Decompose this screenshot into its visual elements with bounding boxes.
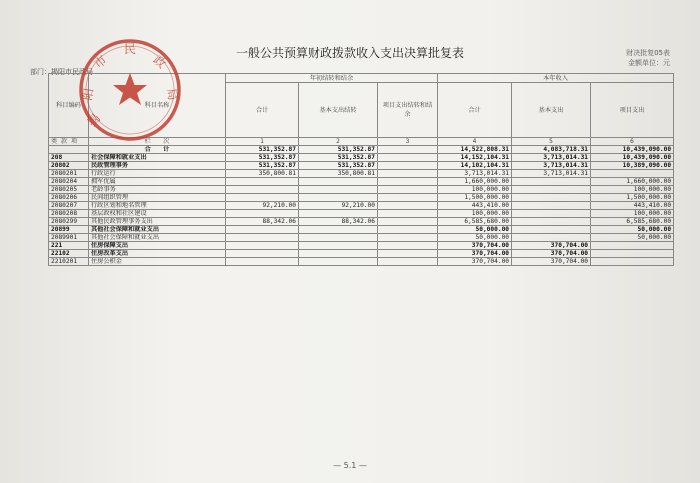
col-number-2: 2 — [299, 138, 378, 146]
row-name: 行政运行 — [89, 170, 226, 178]
cell-carryover-total — [226, 250, 299, 258]
header-col-income-total: 合计 — [438, 83, 512, 138]
form-code: 财决批复05表 — [626, 49, 670, 57]
table-row — [49, 186, 674, 194]
cell-project: 50,000.00 — [591, 226, 674, 234]
header-group-income: 本年收入 — [438, 74, 674, 83]
row-name: 老龄事务 — [89, 186, 226, 194]
column-number-label: 栏 次 — [89, 138, 226, 146]
row-name: 住房改革支出 — [89, 250, 226, 258]
cell-basic-carryover — [299, 210, 378, 218]
cell-basic-carryover: 88,342.06 — [299, 218, 378, 226]
cell-basic-carryover — [299, 194, 378, 202]
cell-project — [591, 242, 674, 250]
cell-basic — [512, 218, 591, 226]
row-name: 合 计 — [89, 146, 226, 154]
cell-carryover-total — [226, 234, 299, 242]
cell-basic — [512, 178, 591, 186]
cell-project-carryover — [378, 250, 438, 258]
row-code: 20802 — [49, 162, 89, 170]
table-row — [49, 146, 674, 154]
cell-project: 1,500,000.00 — [591, 194, 674, 202]
row-code: 2080201 — [49, 170, 89, 178]
cell-basic — [512, 234, 591, 242]
row-code: 2080206 — [49, 194, 89, 202]
cell-project-carryover — [378, 170, 438, 178]
cell-carryover-total: 88,342.06 — [226, 218, 299, 226]
cell-carryover-total — [226, 242, 299, 250]
col-number-1: 1 — [226, 138, 299, 146]
col-number-4: 4 — [438, 138, 512, 146]
header-col-basic: 基本支出 — [512, 83, 591, 138]
table-row — [49, 250, 674, 258]
row-code: 22102 — [49, 250, 89, 258]
cell-income-total: 443,410.00 — [438, 202, 512, 210]
cell-carryover-total — [226, 194, 299, 202]
cell-basic: 370,704.00 — [512, 258, 591, 266]
cell-project-carryover — [378, 162, 438, 170]
table-row — [49, 242, 674, 250]
department-label: 部门：揭阳市民政局 — [30, 68, 93, 76]
cell-income-total: 370,704.00 — [438, 242, 512, 250]
col-number-5: 5 — [512, 138, 591, 146]
row-code: 2080207 — [49, 202, 89, 210]
cell-carryover-total: 531,352.87 — [226, 146, 299, 154]
row-name: 其他社会保障和就业支出 — [89, 234, 226, 242]
table-row — [49, 194, 674, 202]
cell-project — [591, 258, 674, 266]
cell-project-carryover — [378, 146, 438, 154]
table-row — [49, 202, 674, 210]
cell-project: 1,660,000.00 — [591, 178, 674, 186]
table-row — [49, 162, 674, 170]
table-row — [49, 170, 674, 178]
cell-basic — [512, 202, 591, 210]
cell-income-total: 370,704.00 — [438, 258, 512, 266]
table-row — [49, 154, 674, 162]
svg-text:局: 局 — [164, 87, 180, 102]
svg-text:市: 市 — [91, 52, 110, 72]
row-code: 2080204 — [49, 178, 89, 186]
label-xiang: 项 — [70, 138, 78, 145]
cell-project: 6,585,680.00 — [591, 218, 674, 226]
row-name: 住房保障支出 — [89, 242, 226, 250]
cell-basic-carryover — [299, 250, 378, 258]
row-code: 2080299 — [49, 218, 89, 226]
svg-text:揭: 揭 — [84, 111, 104, 130]
row-code: 2080208 — [49, 210, 89, 218]
cell-basic: 3,713,014.31 — [512, 154, 591, 162]
cell-income-total: 3,713,014.31 — [438, 170, 512, 178]
col-number-3: 3 — [378, 138, 438, 146]
official-seal — [75, 35, 185, 145]
cell-basic — [512, 226, 591, 234]
cell-project: 443,410.00 — [591, 202, 674, 210]
row-name: 拥军优属 — [89, 178, 226, 186]
cell-carryover-total — [226, 210, 299, 218]
cell-basic-carryover — [299, 242, 378, 250]
unit-label: 金额单位：元 — [628, 59, 670, 67]
cell-carryover-total: 350,800.81 — [226, 170, 299, 178]
cell-project-carryover — [378, 154, 438, 162]
cell-project-carryover — [378, 242, 438, 250]
cell-income-total: 14,152,104.31 — [438, 154, 512, 162]
cell-project-carryover — [378, 210, 438, 218]
table-row — [49, 258, 674, 266]
header-item-name: 科目名称 — [89, 74, 226, 138]
row-name: 其他民政管理事务支出 — [89, 218, 226, 226]
cell-basic — [512, 210, 591, 218]
cell-basic-carryover: 350,800.81 — [299, 170, 378, 178]
row-name: 行政区划和地名管理 — [89, 202, 226, 210]
cell-income-total: 6,585,680.00 — [438, 218, 512, 226]
table-row — [49, 218, 674, 226]
cell-carryover-total — [226, 186, 299, 194]
cell-basic — [512, 186, 591, 194]
table-body — [49, 146, 674, 266]
cell-project: 10,389,090.00 — [591, 162, 674, 170]
row-code: 2210201 — [49, 258, 89, 266]
header-group-carryover: 年初结转和结余 — [226, 74, 438, 83]
cell-basic — [512, 194, 591, 202]
row-name: 民政管理事务 — [89, 162, 226, 170]
cell-project: 100,000.00 — [591, 186, 674, 194]
cell-basic: 370,704.00 — [512, 242, 591, 250]
cell-project-carryover — [378, 234, 438, 242]
row-name: 民间组织管理 — [89, 194, 226, 202]
header-col-project: 项目支出 — [591, 83, 674, 138]
svg-text:民: 民 — [123, 42, 137, 56]
cell-basic-carryover — [299, 258, 378, 266]
row-code: 208 — [49, 154, 89, 162]
header-col-basic-carryover: 基本支出结转 — [299, 83, 378, 138]
cell-basic: 3,713,014.31 — [512, 170, 591, 178]
table-row — [49, 210, 674, 218]
cell-project — [591, 170, 674, 178]
cell-project: 50,000.00 — [591, 234, 674, 242]
cell-basic-carryover — [299, 178, 378, 186]
cell-carryover-total — [226, 258, 299, 266]
cell-basic: 370,704.00 — [512, 250, 591, 258]
cell-project-carryover — [378, 258, 438, 266]
header-col-total: 合计 — [226, 83, 299, 138]
cell-project-carryover — [378, 194, 438, 202]
row-code: 2089901 — [49, 234, 89, 242]
cell-basic-carryover: 531,352.87 — [299, 154, 378, 162]
cell-basic-carryover: 92,210.00 — [299, 202, 378, 210]
cell-income-total: 50,000.00 — [438, 234, 512, 242]
cell-income-total: 100,000.00 — [438, 210, 512, 218]
svg-text:政: 政 — [150, 52, 169, 72]
cell-project — [591, 250, 674, 258]
row-code: 20899 — [49, 226, 89, 234]
cell-carryover-total: 531,352.87 — [226, 154, 299, 162]
document-title: 一般公共预算财政拨款收入支出决算批复表 — [235, 46, 464, 60]
cell-basic: 4,083,718.31 — [512, 146, 591, 154]
row-code — [49, 146, 89, 154]
cell-carryover-total: 92,210.00 — [226, 202, 299, 210]
col-number-6: 6 — [591, 138, 674, 146]
page-number: — 5.1 — — [333, 461, 367, 470]
cell-basic-carryover — [299, 234, 378, 242]
cell-carryover-total: 531,352.87 — [226, 162, 299, 170]
cell-income-total: 50,000.00 — [438, 226, 512, 234]
row-name: 其他社会保障和就业支出 — [89, 226, 226, 234]
header-item-code: 科目编码 — [49, 74, 89, 138]
cell-income-total: 1,500,000.00 — [438, 194, 512, 202]
cell-project-carryover — [378, 226, 438, 234]
row-code: 2080205 — [49, 186, 89, 194]
cell-project: 100,000.00 — [591, 210, 674, 218]
label-class: 类 — [51, 138, 58, 145]
cell-project-carryover — [378, 178, 438, 186]
cell-basic-carryover — [299, 186, 378, 194]
cell-project-carryover — [378, 186, 438, 194]
cell-basic: 3,713,014.31 — [512, 162, 591, 170]
cell-project-carryover — [378, 218, 438, 226]
table-row — [49, 226, 674, 234]
svg-text:阳: 阳 — [80, 87, 96, 102]
header-col-project-carryover: 项目支出结转和结余 — [378, 83, 438, 138]
row-name: 住房公积金 — [89, 258, 226, 266]
label-kuan: 款 — [60, 138, 68, 145]
row-name: 社会保障和就业支出 — [89, 154, 226, 162]
cell-project: 10,439,090.00 — [591, 146, 674, 154]
cell-project: 10,439,090.00 — [591, 154, 674, 162]
cell-carryover-total — [226, 178, 299, 186]
cell-basic-carryover: 531,352.87 — [299, 162, 378, 170]
cell-basic-carryover: 531,352.87 — [299, 146, 378, 154]
cell-basic-carryover — [299, 226, 378, 234]
cell-income-total: 14,102,104.31 — [438, 162, 512, 170]
cell-carryover-total — [226, 226, 299, 234]
row-name: 基层政权和社区建设 — [89, 210, 226, 218]
cell-income-total: 100,000.00 — [438, 186, 512, 194]
cell-project-carryover — [378, 202, 438, 210]
table-row — [49, 178, 674, 186]
cell-income-total: 370,704.00 — [438, 250, 512, 258]
cell-income-total: 14,522,808.31 — [438, 146, 512, 154]
table-row — [49, 234, 674, 242]
row-code: 221 — [49, 242, 89, 250]
cell-income-total: 1,660,000.00 — [438, 178, 512, 186]
